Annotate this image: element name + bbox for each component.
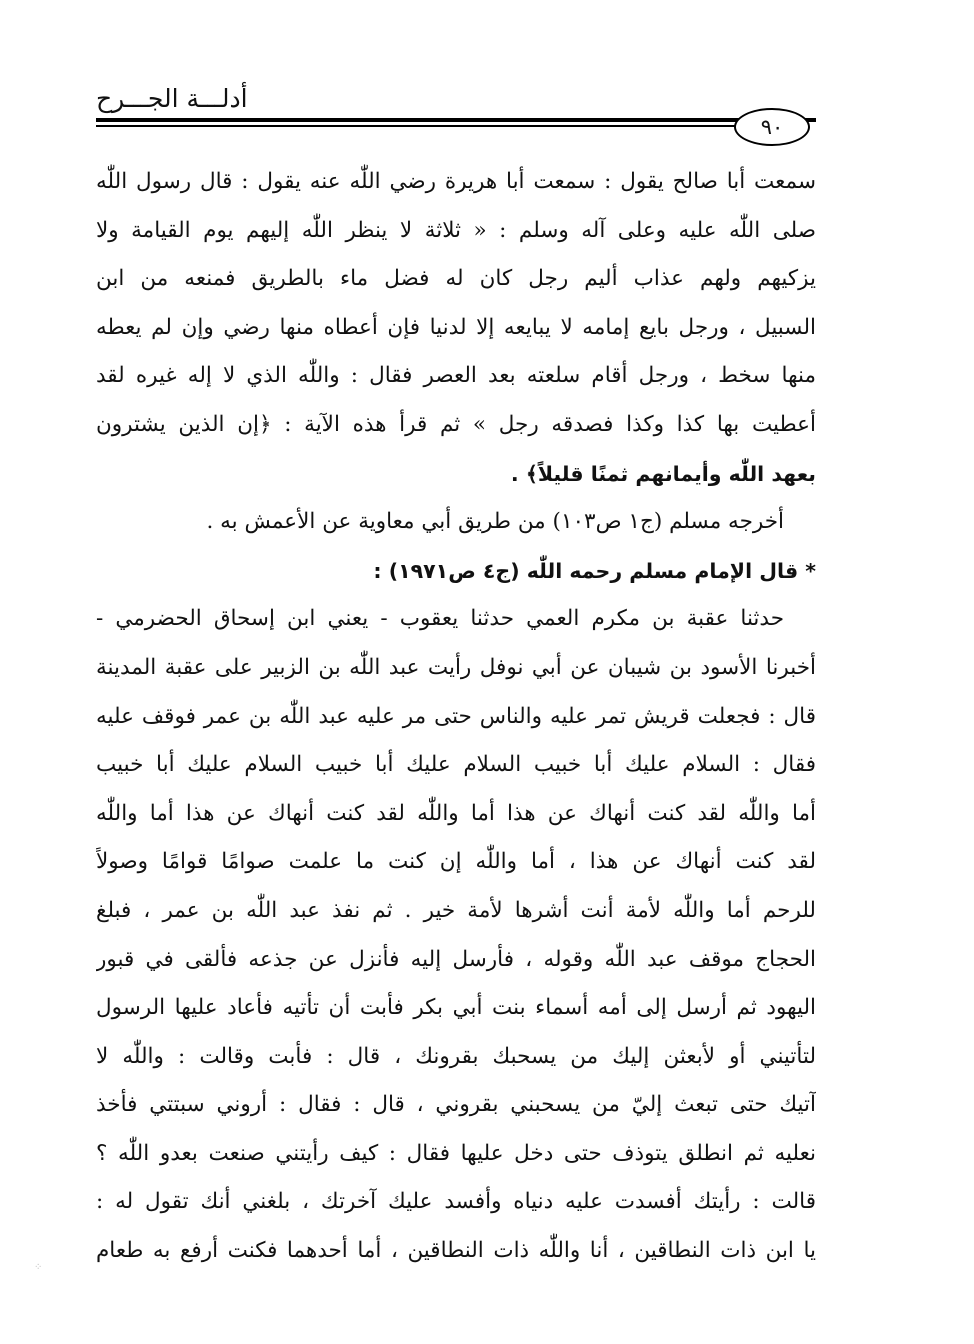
header-rule-thin [96,125,746,127]
text-line: أما واللّٰه لقد كنت أنهاك عن هذا أما واللّٰه لقد كنت أنهاك عن هذا أما واللّٰه [96,800,816,826]
header-rule-thick [96,118,816,122]
text-line: نعليه ثم انطلق يتوذف حتى دخل عليها فقال : كيف رأيتني صنعت بعدو اللّٰه ؟ [96,1140,816,1166]
text-line: أعطيت بها كذا وكذا فصدقه رجل » ثم قرأ هذه الآية : ﴿إن الذين يشترون [96,411,816,437]
text-line: لقد كنت أنهاك عن هذا ، أما واللّٰه إن كنت ما علمت صوامًا قوامًا وصولاً [96,849,816,875]
text-line: صلى اللّٰه عليه وعلى آله وسلم : « ثلاثة لا ينظر اللّٰه إليهم يوم القيامة ولا [96,217,816,243]
text-line: يزكيهم ولهم عذاب أليم رجل كان له فضل ماء بالطريق فمنعه من ابن [96,266,816,292]
text-line: اليهود ثم أرسل إلى أمه أسماء بنت أبي بكر فأبت أن تأتيه فأعاد عليها الرسول [96,995,816,1021]
text-line: فقال : السلام عليك أبا خبيب السلام عليك أبا خبيب السلام عليك أبا خبيب [96,752,816,778]
text-line: يا ابن ذات النطاقين ، أنا واللّٰه ذات النطاقين ، أما أحدهما فكنت أرفع به طعام [96,1238,816,1264]
quran-verse-line: بعهد اللّٰه وأيمانهم ثمنًا قليلاً﴾ . [510,461,816,486]
body-text [96,158,816,1276]
text-line: حدثنا عقبة بن مكرم العمي حدثنا يعقوب - يعني ابن إسحاق الحضرمي - [96,606,784,632]
page-header [96,70,816,142]
heading-line: * قال الإمام مسلم رحمه اللّٰه (ج٤ ص١٩٧١) : [373,558,816,583]
text-line: سمعت أبا صالح يقول : سمعت أبا هريرة رضي اللّٰه عنه يقول : قال رسول اللّٰه [96,169,816,194]
text-line: الحجاج موقف عبد اللّٰه وقوله ، فأرسل إليه فأنزل عن جذعه فألقى في قبور [96,946,816,972]
paragraph-hadith-text [96,158,816,498]
text-line: منها سخط ، ورجل أقام سلعته بعد العصر فقال : واللّٰه الذي لا إله غيره لقد [96,363,816,389]
text-line: لتأتيني أو لأبعثن إليك من يسحبك بقرونك ، قال : فأبت وقالت : واللّٰه لا [96,1043,816,1069]
paragraph-takhrij [96,498,816,547]
text-line: آتيك حتى تبعث إليّ من يسحبني بقروني ، قال : فقال : أروني سبتتي فأخذ [96,1092,816,1118]
page-number: ٩٠ [734,108,810,146]
text-line: للرحم أما واللّٰه لأمة أنت أشرها لأمة خير . ثم نفذ عبد اللّٰه بن عمر ، فبلغ [96,897,816,923]
takhrij-line: أخرجه مسلم (ج١ ص١٠٣) من طريق أبي معاوية عن الأعمش به . [206,509,784,535]
text-line: قال : فجعلت قريش تمر عليه والناس حتى مر عليه عبد اللّٰه بن عمر فوقف عليه [96,703,816,729]
scan-speck: ⁘ [34,1262,43,1273]
text-line: قالت : رأيتك أفسدت عليه دنياه وأفسد عليك آخرتك ، بلغني أنك تقول له : [96,1189,816,1215]
running-title: أدلـــة الجـــرح [96,84,248,113]
text-line: أخبرنا الأسود بن شيبان عن أبي نوفل رأيت عبد اللّٰه بن الزبير على عقبة المدينة [96,654,816,680]
section-heading [96,547,816,596]
text-line: السبيل ، ورجل بايع إمامه لا يبايعه إلا لدنيا فإن أعطاه منها رضي وإن لم يعطه [96,314,816,340]
paragraph-narration [96,595,816,1275]
